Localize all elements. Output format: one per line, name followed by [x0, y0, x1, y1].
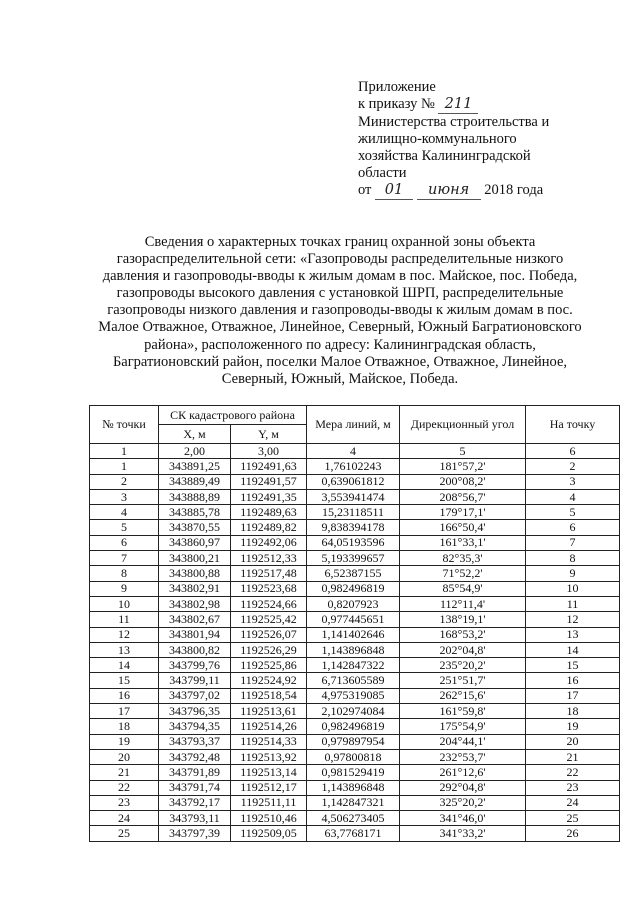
cell-direction: 112°11,4' [400, 596, 526, 611]
title-line: газопроводы высокого давления с установкой ШРП, распределительные [116, 285, 564, 302]
cell-to-point: 3 [526, 474, 620, 489]
cell-point-no: 6 [90, 535, 159, 550]
cell-direction: 138°19,1' [400, 612, 526, 627]
cell-length: 9,838394178 [307, 520, 400, 535]
date-prefix: от [358, 182, 372, 198]
table-row [90, 505, 620, 520]
cell-point-no: 19 [90, 734, 159, 749]
table-row [90, 688, 620, 703]
cell-x: 343793,11 [159, 811, 231, 826]
cell-y: 1192509,05 [231, 826, 307, 841]
date-suffix: 2018 года [484, 182, 544, 198]
table-row [90, 474, 620, 489]
header-point-no: № точки [90, 406, 159, 444]
document-title [70, 234, 610, 388]
cell-y: 1192492,06 [231, 535, 307, 550]
cell-x: 343797,39 [159, 826, 231, 841]
cell-direction: 341°46,0' [400, 811, 526, 826]
appendix-line-1: Приложение [358, 79, 436, 95]
cell-x: 343802,98 [159, 596, 231, 611]
cell-x: 343799,76 [159, 658, 231, 673]
table-row [90, 765, 620, 780]
table-row [90, 596, 620, 611]
cell-to-point: 23 [526, 780, 620, 795]
cell-point-no: 21 [90, 765, 159, 780]
header-direction: Дирекционный угол [400, 406, 526, 444]
appendix-line-5: хозяйства Калининградской [358, 148, 531, 164]
cell-direction: 168°53,2' [400, 627, 526, 642]
cell-to-point: 6 [526, 520, 620, 535]
table-row [90, 535, 620, 550]
cell-point-no: 14 [90, 658, 159, 673]
cell-direction: 85°54,9' [400, 581, 526, 596]
cell-x: 343802,91 [159, 581, 231, 596]
cell-to-point: 26 [526, 826, 620, 841]
table-row [90, 795, 620, 810]
coordinates-table [89, 405, 620, 842]
cell-point-no: 20 [90, 749, 159, 764]
appendix-line-4: жилищно-коммунального [358, 131, 517, 147]
cell-length: 3,553941474 [307, 489, 400, 504]
table-row [90, 581, 620, 596]
cell-point-no: 13 [90, 642, 159, 657]
cell-to-point: 21 [526, 749, 620, 764]
table-row [90, 566, 620, 581]
cell-point-no: 11 [90, 612, 159, 627]
cell-point-no: 8 [90, 566, 159, 581]
cell-to-point: 8 [526, 551, 620, 566]
cell-to-point: 24 [526, 795, 620, 810]
cell-point-no: 9 [90, 581, 159, 596]
cell-to-point: 17 [526, 688, 620, 703]
table-row [90, 520, 620, 535]
cell-y: 1192512,33 [231, 551, 307, 566]
cell-to-point: 25 [526, 811, 620, 826]
cell-to-point: 4 [526, 489, 620, 504]
date-day-handwritten: 01 [375, 182, 413, 200]
cell-to-point: 16 [526, 673, 620, 688]
cell-direction: 204°44,1' [400, 734, 526, 749]
cell-point-no: 15 [90, 673, 159, 688]
cell-point-no: 17 [90, 704, 159, 719]
cell-length: 1,143896848 [307, 780, 400, 795]
cell-to-point: 15 [526, 658, 620, 673]
cell-y: 1192526,07 [231, 627, 307, 642]
cell-length: 2,102974084 [307, 704, 400, 719]
table-row [90, 459, 620, 474]
appendix-line-6: области [358, 165, 407, 181]
cell-point-no: 24 [90, 811, 159, 826]
cell-direction: 202°04,8' [400, 642, 526, 657]
cell-direction: 325°20,2' [400, 795, 526, 810]
cell-length: 0,982496819 [307, 581, 400, 596]
cell-length: 0,639061812 [307, 474, 400, 489]
cell-y: 1192514,33 [231, 734, 307, 749]
cell-length: 4,975319085 [307, 688, 400, 703]
cell-direction: 179°17,1' [400, 505, 526, 520]
cell-to-point: 18 [526, 704, 620, 719]
index-cell: 6 [526, 444, 620, 459]
cell-length: 0,8207923 [307, 596, 400, 611]
cell-length: 64,05193596 [307, 535, 400, 550]
cell-point-no: 16 [90, 688, 159, 703]
cell-point-no: 10 [90, 596, 159, 611]
table-row [90, 642, 620, 657]
appendix-line-3: Министерства строительства и [358, 114, 550, 130]
cell-x: 343792,48 [159, 749, 231, 764]
cell-point-no: 4 [90, 505, 159, 520]
cell-length: 4,506273405 [307, 811, 400, 826]
appendix-date-line [358, 182, 598, 200]
index-cell: 5 [400, 444, 526, 459]
cell-y: 1192514,26 [231, 719, 307, 734]
cell-x: 343870,55 [159, 520, 231, 535]
cell-y: 1192489,63 [231, 505, 307, 520]
cell-length: 1,142847322 [307, 658, 400, 673]
title-line: газопроводы низкого давления и газопроводы-вводы к жилым домам в пос. [107, 302, 573, 319]
cell-point-no: 22 [90, 780, 159, 795]
cell-length: 1,76102243 [307, 459, 400, 474]
title-line: давления и газопроводы-вводы к жилым домам в пос. Майское, пос. Победа, [102, 268, 578, 285]
table-row [90, 734, 620, 749]
table-row [90, 811, 620, 826]
cell-direction: 200°08,2' [400, 474, 526, 489]
index-cell: 4 [307, 444, 400, 459]
cell-x: 343885,78 [159, 505, 231, 520]
cell-y: 1192513,92 [231, 749, 307, 764]
table-row [90, 673, 620, 688]
cell-length: 0,979897954 [307, 734, 400, 749]
cell-point-no: 18 [90, 719, 159, 734]
index-cell: 2,00 [159, 444, 231, 459]
header-y: Y, м [231, 425, 307, 444]
cell-length: 0,977445651 [307, 612, 400, 627]
cell-to-point: 5 [526, 505, 620, 520]
cell-y: 1192525,86 [231, 658, 307, 673]
cell-y: 1192510,46 [231, 811, 307, 826]
cell-y: 1192525,42 [231, 612, 307, 627]
cell-point-no: 12 [90, 627, 159, 642]
cell-point-no: 25 [90, 826, 159, 841]
cell-x: 343793,37 [159, 734, 231, 749]
cell-y: 1192511,11 [231, 795, 307, 810]
cell-direction: 82°35,3' [400, 551, 526, 566]
cell-direction: 251°51,7' [400, 673, 526, 688]
cell-direction: 261°12,6' [400, 765, 526, 780]
title-line: района», расположенного по адресу: Калининградская область, [144, 336, 536, 353]
table-row [90, 749, 620, 764]
cell-point-no: 2 [90, 474, 159, 489]
cell-y: 1192489,82 [231, 520, 307, 535]
cell-y: 1192491,57 [231, 474, 307, 489]
table-row [90, 658, 620, 673]
header-to-point: На точку [526, 406, 620, 444]
table-header-row [90, 406, 620, 425]
cell-direction: 262°15,6' [400, 688, 526, 703]
cell-direction: 161°59,8' [400, 704, 526, 719]
cell-to-point: 14 [526, 642, 620, 657]
table-row [90, 704, 620, 719]
cell-y: 1192512,17 [231, 780, 307, 795]
cell-length: 6,52387155 [307, 566, 400, 581]
table-row [90, 719, 620, 734]
cell-x: 343792,17 [159, 795, 231, 810]
cell-to-point: 12 [526, 612, 620, 627]
cell-y: 1192518,54 [231, 688, 307, 703]
cell-length: 0,981529419 [307, 765, 400, 780]
cell-x: 343801,94 [159, 627, 231, 642]
cell-x: 343794,35 [159, 719, 231, 734]
cell-length: 6,713605589 [307, 673, 400, 688]
cell-y: 1192523,68 [231, 581, 307, 596]
cell-x: 343889,49 [159, 474, 231, 489]
cell-direction: 161°33,1' [400, 535, 526, 550]
title-line: Сведения о характерных точках границ охранной зоны объекта [144, 234, 536, 250]
header-x: X, м [159, 425, 231, 444]
cell-x: 343791,74 [159, 780, 231, 795]
cell-y: 1192517,48 [231, 566, 307, 581]
cell-to-point: 19 [526, 719, 620, 734]
order-prefix: к приказу № [358, 96, 435, 112]
table-row [90, 551, 620, 566]
cell-to-point: 2 [526, 459, 620, 474]
header-sk-group: СК кадастрового района [159, 406, 307, 425]
table-index-row [90, 444, 620, 459]
cell-length: 15,23118511 [307, 505, 400, 520]
cell-direction: 232°53,7' [400, 749, 526, 764]
cell-to-point: 13 [526, 627, 620, 642]
table-row [90, 627, 620, 642]
cell-to-point: 10 [526, 581, 620, 596]
cell-direction: 181°57,2' [400, 459, 526, 474]
cell-length: 63,7768171 [307, 826, 400, 841]
cell-length: 5,193399657 [307, 551, 400, 566]
cell-direction: 166°50,4' [400, 520, 526, 535]
appendix-header [358, 79, 598, 200]
cell-x: 343796,35 [159, 704, 231, 719]
cell-direction: 341°33,2' [400, 826, 526, 841]
cell-point-no: 7 [90, 551, 159, 566]
cell-to-point: 11 [526, 596, 620, 611]
cell-y: 1192513,14 [231, 765, 307, 780]
cell-y: 1192524,92 [231, 673, 307, 688]
cell-y: 1192491,63 [231, 459, 307, 474]
cell-x: 343888,89 [159, 489, 231, 504]
cell-direction: 208°56,7' [400, 489, 526, 504]
cell-x: 343800,21 [159, 551, 231, 566]
cell-length: 0,97800818 [307, 749, 400, 764]
cell-direction: 235°20,2' [400, 658, 526, 673]
header-length: Мера линий, м [307, 406, 400, 444]
table-row [90, 489, 620, 504]
cell-y: 1192491,35 [231, 489, 307, 504]
cell-y: 1192526,29 [231, 642, 307, 657]
cell-to-point: 22 [526, 765, 620, 780]
cell-point-no: 3 [90, 489, 159, 504]
table-row [90, 780, 620, 795]
cell-direction: 175°54,9' [400, 719, 526, 734]
table-row [90, 612, 620, 627]
cell-length: 0,982496819 [307, 719, 400, 734]
cell-to-point: 9 [526, 566, 620, 581]
cell-length: 1,141402646 [307, 627, 400, 642]
title-line: газораспределительной сети: «Газопроводы распределительные низкого [116, 251, 564, 268]
cell-y: 1192524,66 [231, 596, 307, 611]
title-line: Северный, Южный, Майское, Победа. [221, 370, 459, 387]
date-month-handwritten: июня [417, 182, 481, 200]
cell-x: 343799,11 [159, 673, 231, 688]
title-line: Малое Отважное, Отважное, Линейное, Северный, Южный Багратионовского [98, 319, 582, 336]
cell-x: 343891,25 [159, 459, 231, 474]
index-cell: 3,00 [231, 444, 307, 459]
cell-x: 343802,67 [159, 612, 231, 627]
cell-length: 1,142847321 [307, 795, 400, 810]
cell-x: 343800,88 [159, 566, 231, 581]
title-line: Багратионовский район, поселки Малое Отважное, Отважное, Линейное, [112, 353, 568, 370]
appendix-line-2 [358, 96, 598, 114]
table-body [90, 459, 620, 841]
cell-to-point: 7 [526, 535, 620, 550]
cell-length: 1,143896848 [307, 642, 400, 657]
cell-x: 343860,97 [159, 535, 231, 550]
cell-point-no: 5 [90, 520, 159, 535]
cell-to-point: 20 [526, 734, 620, 749]
index-cell: 1 [90, 444, 159, 459]
cell-x: 343791,89 [159, 765, 231, 780]
cell-point-no: 1 [90, 459, 159, 474]
cell-y: 1192513,61 [231, 704, 307, 719]
order-number-handwritten: 211 [438, 96, 478, 114]
table-row [90, 826, 620, 841]
cell-x: 343797,02 [159, 688, 231, 703]
cell-x: 343800,82 [159, 642, 231, 657]
cell-direction: 292°04,8' [400, 780, 526, 795]
cell-point-no: 23 [90, 795, 159, 810]
cell-direction: 71°52,2' [400, 566, 526, 581]
